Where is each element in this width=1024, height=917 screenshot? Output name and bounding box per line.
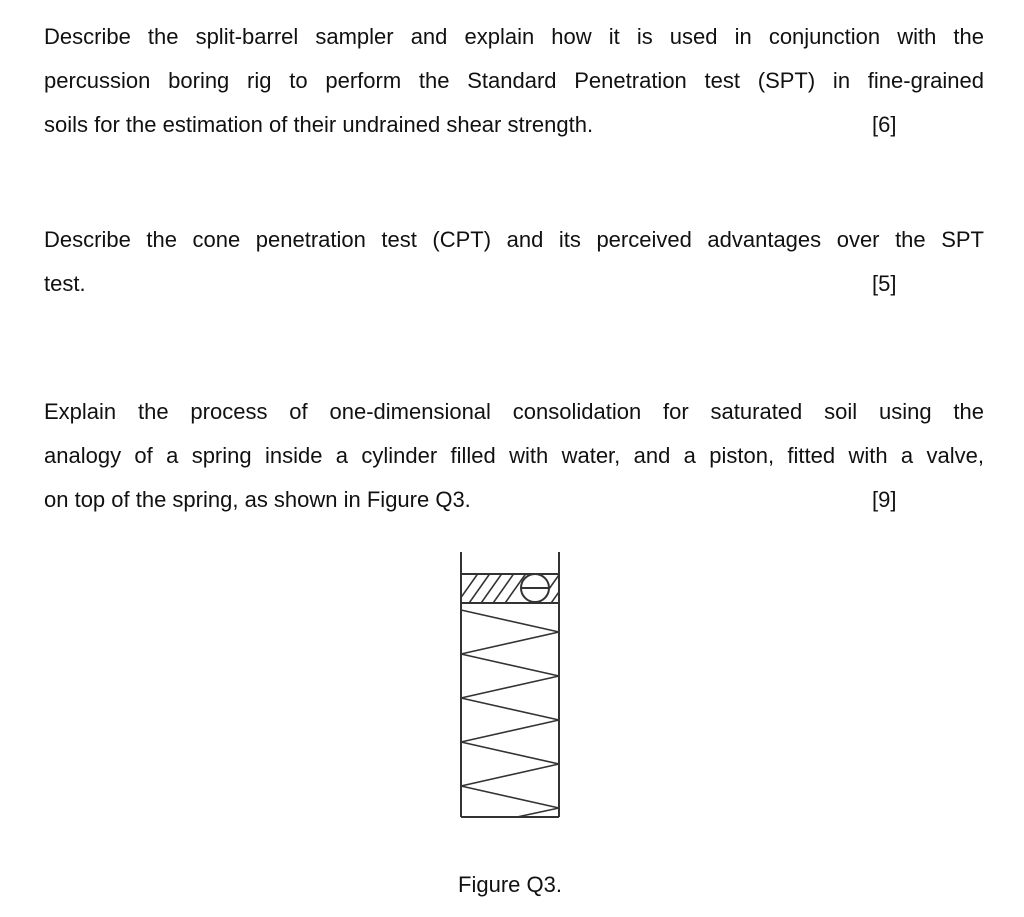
question-1-line-1: Describe the split-barrel sampler and explain how it is used in conjunction with the — [44, 24, 984, 49]
question-3-line-3-row — [44, 478, 984, 522]
question-1 — [44, 15, 984, 147]
question-1-line-2: percussion boring rig to perform the Standard Penetration test (SPT) in fine-grained — [44, 68, 984, 93]
question-1-line-3: soils for the estimation of their undrained shear strength. — [44, 112, 594, 137]
figure-caption — [0, 870, 1024, 900]
figure-q3-spring-cylinder — [455, 550, 565, 822]
question-2-marks: [5] — [872, 271, 897, 296]
question-3-line-2: analogy of a spring inside a cylinder filled with water, and a piston, fitted with a valve, — [44, 443, 984, 468]
question-3 — [44, 390, 984, 522]
question-3-marks: [9] — [872, 487, 897, 512]
spring — [461, 610, 559, 817]
question-1-line-3-row — [44, 103, 984, 147]
question-2-line-2-row — [44, 262, 984, 306]
question-2 — [44, 218, 984, 306]
question-3-line-1: Explain the process of one-dimensional consolidation for saturated soil using the — [44, 399, 984, 424]
question-2-line-2: test. — [44, 271, 86, 296]
figure-caption-text: Figure Q3. — [458, 872, 562, 897]
question-1-marks: [6] — [872, 112, 897, 137]
valve-icon — [521, 574, 549, 602]
question-2-line-1: Describe the cone penetration test (CPT) and its perceived advantages over the SPT — [44, 227, 984, 252]
question-3-line-3: on top of the spring, as shown in Figure Q3. — [44, 487, 471, 512]
